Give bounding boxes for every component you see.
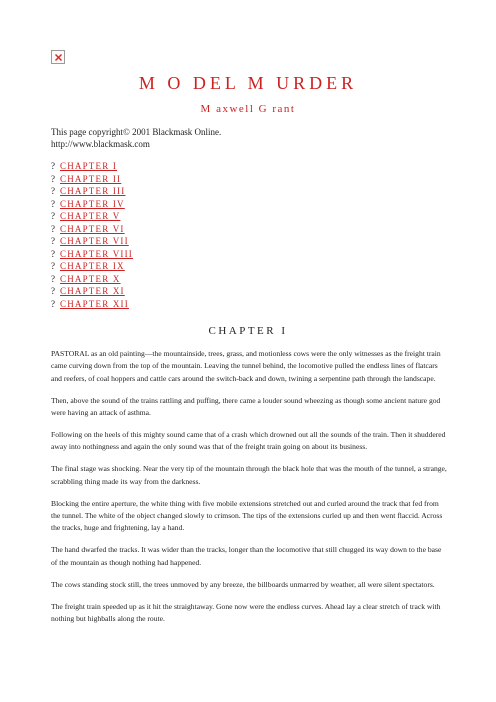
chapter-link[interactable]: CHAPTER VI [60,223,125,234]
toc-item [51,235,133,248]
chapter-paragraph: The hand dwarfed the tracks. It was wider than the tracks, longer than the locomotive that still chugged its way down to the base of the mountain as though nothing had happened. [51,545,442,567]
source-url: http://www.blackmask.com [51,139,150,149]
chapter-paragraph: The final stage was shocking. Near the very tip of the mountain through the black hole that was the mouth of the tunnel, a strange, scrabbling thing made its way from the darkness. [51,464,447,486]
chapter-link[interactable]: CHAPTER I [60,161,118,171]
toc-bullet: ? [51,198,55,209]
chapter-heading: CHAPTER I [208,325,288,337]
toc-bullet: ? [51,186,55,196]
chapter-link[interactable]: CHAPTER X [60,273,121,284]
toc-item [51,160,133,173]
toc-bullet: ? [51,173,55,184]
toc-bullet: ? [51,236,55,246]
toc-item [51,285,133,298]
toc-item [51,210,133,223]
toc-bullet: ? [51,261,55,271]
copyright-text: This page copyright© 2001 Blackmask Online. [51,127,222,137]
toc-item [51,248,133,261]
chapter-link[interactable]: CHAPTER V [60,211,121,221]
toc-bullet: ? [51,161,55,171]
toc-bullet: ? [51,223,55,234]
toc-bullet: ? [51,248,55,259]
chapter-paragraph: Blocking the entire aperture, the white thing with five mobile extensions stretched out and curled around the track that fed from the tunnel. The white of the object changed slowly to crimson. The tips of the extensions curled up and then went flaccid. Across the tracks, huge and frightening, lay a hand. [51,498,443,533]
chapter-link[interactable]: CHAPTER XII [60,298,129,309]
chapter-paragraph: Following on the heels of this mighty sound came that of a crash which drowned out all the sounds of the train. Then it shuddered away into nothingness and again the only sound was that of the freight train going on about its business. [51,430,446,452]
toc-item [51,273,133,286]
chapter-paragraph: Then, above the sound of the trains rattling and puffing, there came a louder sound wheezing as though some ancient nature god were having an attack of asthma. [51,395,441,418]
broken-image-icon [51,50,65,64]
toc-bullet: ? [51,273,55,284]
toc-item [51,298,133,311]
toc-item [51,198,133,211]
chapter-paragraph: The cows standing stock still, the trees unmoved by any breeze, the billboards unmarred by weather, all were silent spectators. [51,579,435,589]
toc-bullet: ? [51,286,55,296]
copyright-block [51,126,451,150]
chapter-link[interactable]: CHAPTER VIII [60,248,133,259]
chapter-link[interactable]: CHAPTER IV [60,198,125,209]
toc-item [51,223,133,236]
chapter-paragraph: PASTORAL as an old painting—the mountainside, trees, grass, and motionless cows were the only witnesses as the freight train came curving down from the top of the mountain. Leaving the tunnel behind, the locomotive pulled the endless lines of flatcars and reefers, of coal hoppers and cattle cars around the switch-back and down, twining a serpentine path through the landscape. [51,349,441,383]
chapter-body [51,348,448,635]
chapter-link[interactable]: CHAPTER XI [60,286,125,296]
book-author: M axwell G rant [200,103,296,115]
table-of-contents [51,160,133,310]
toc-bullet: ? [51,211,55,221]
chapter-paragraph: The freight train speeded up as it hit the straightaway. Gone now were the endless curves. Ahead lay a clear stretch of track with nothing but highballs along the route. [51,601,441,623]
toc-item [51,185,133,198]
toc-bullet: ? [51,298,55,309]
book-title: M O DEL M URDER [138,73,358,93]
chapter-link[interactable]: CHAPTER II [60,173,122,184]
chapter-link[interactable]: CHAPTER III [60,186,126,196]
chapter-link[interactable]: CHAPTER IX [60,261,125,271]
toc-item [51,260,133,273]
toc-item [51,173,133,186]
chapter-link[interactable]: CHAPTER VII [60,236,129,246]
